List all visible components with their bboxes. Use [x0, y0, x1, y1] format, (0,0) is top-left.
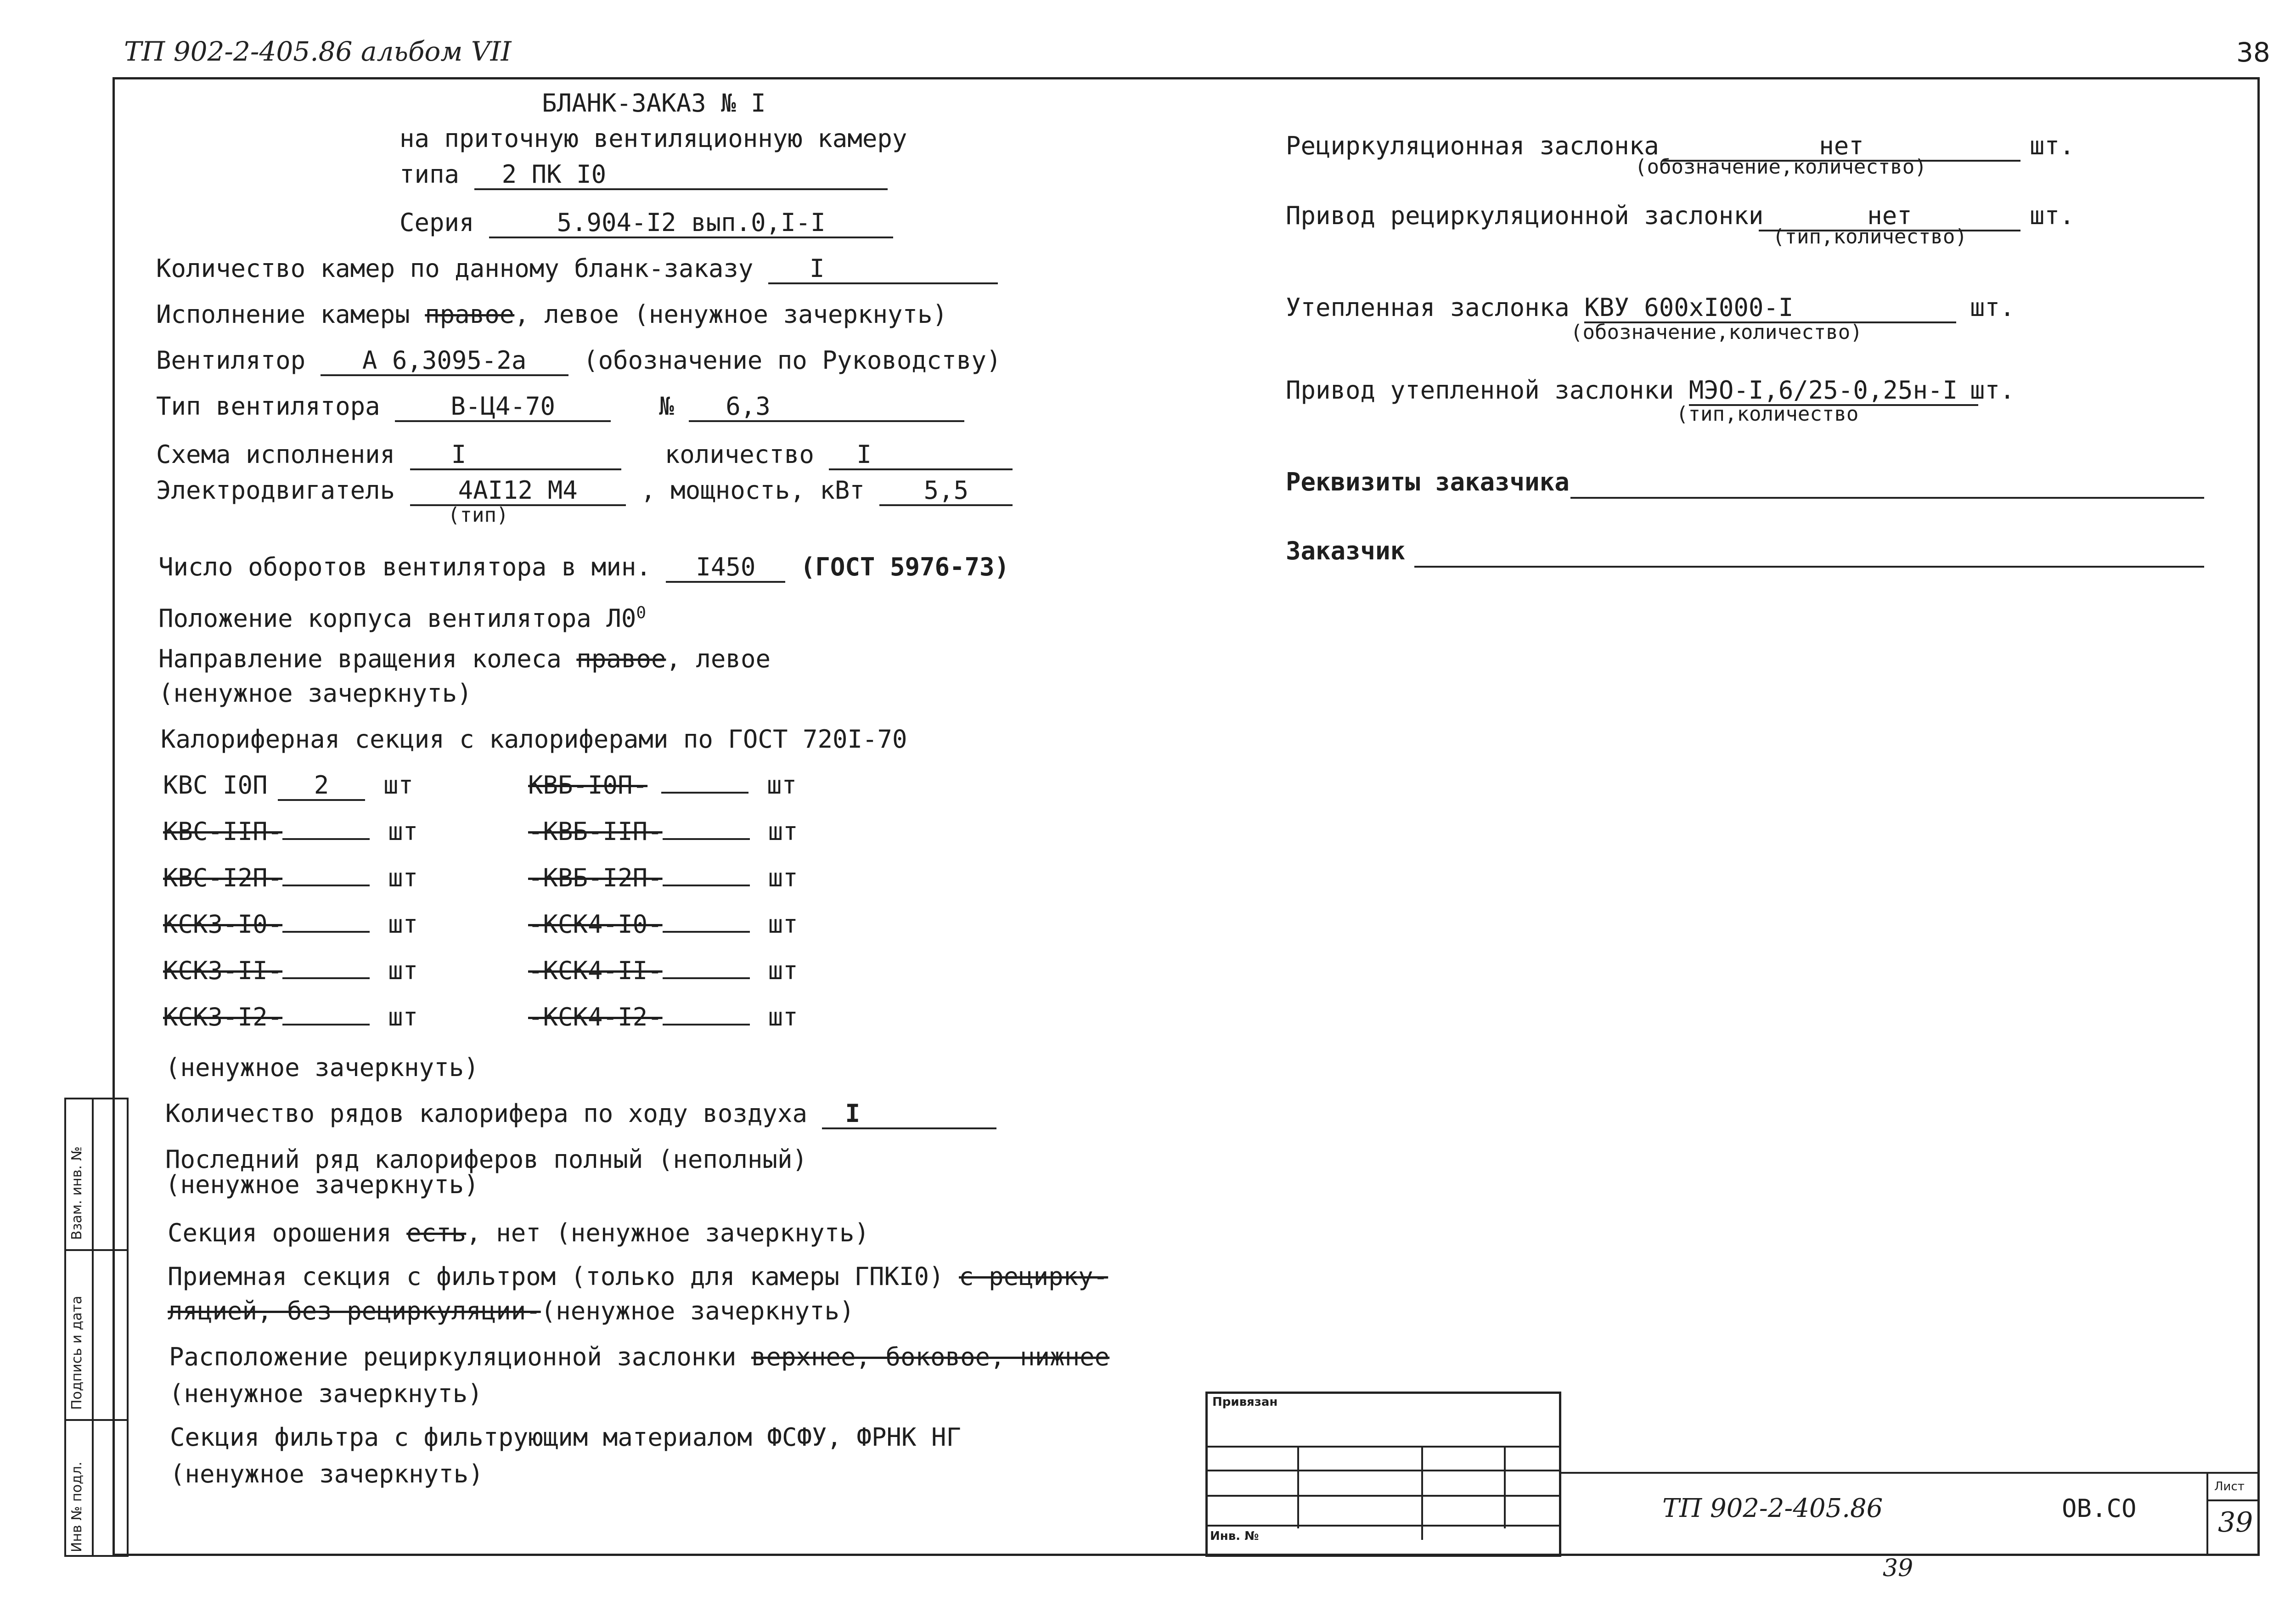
heater-count: [663, 1024, 750, 1026]
irrigation-row: Секция орошения есть, нет (ненужное зачеркнуть): [168, 1218, 870, 1247]
heater-unit: шт: [383, 771, 414, 800]
recirc-value: нет: [1662, 132, 2020, 162]
requisites-label: Реквизиты заказчика: [1286, 468, 1570, 496]
heater-row: [528, 818, 798, 845]
heater-row: [528, 957, 798, 985]
intake-row: Приемная секция с фильтром (только для камеры ГПКI0) с рецирку-: [168, 1262, 1109, 1291]
heater-count: 2: [278, 772, 365, 801]
quantity-value: I: [829, 441, 1013, 470]
recirc-sub: (обозначение,количество): [1635, 155, 1927, 179]
heater-name: -КСК4-II-: [528, 956, 663, 985]
heater-name: -КСК4-I0-: [528, 910, 663, 939]
execution-row: Исполнение камеры правое, левое (ненужное зачеркнуть): [156, 300, 948, 329]
motor-sub: (тип): [448, 503, 509, 527]
rpm-row: Число оборотов вентилятора в мин. I450 (ГОСТ 5976-73): [158, 553, 1009, 583]
recirc-drive-unit: шт.: [2030, 201, 2075, 230]
recirc-drive-sub: (тип,количество): [1773, 225, 1967, 248]
heater-row: [163, 864, 418, 892]
rpm-value: I450: [666, 553, 785, 583]
heater-row: [528, 864, 798, 892]
insulated-label: Утепленная заслонка КВУ 600хI000-I: [1286, 294, 1956, 323]
heater-unit: шт: [768, 956, 798, 985]
fan-type-row: Тип вентилятора В-Ц4-70 № 6,3: [156, 393, 964, 422]
heater-unit: шт: [388, 910, 418, 939]
bottom-page-number: 39: [1883, 1555, 1913, 1582]
rows-row: Количество рядов калорифера по ходу воздуха I: [165, 1100, 996, 1129]
form-type-row: [400, 161, 888, 190]
title-block-top: [1561, 1472, 2259, 1474]
type-value: 2 ПК I0: [474, 161, 888, 190]
side-cell-replaced-inv: Взам. инв. №: [69, 1146, 85, 1240]
attached-label: Привязан: [1212, 1395, 1278, 1409]
form-subtitle: на приточную вентиляционную камеру: [400, 124, 907, 153]
heater-row: [163, 772, 413, 801]
power-value: 5,5: [879, 477, 1013, 506]
customer-label: Заказчик: [1286, 536, 1406, 565]
heater-name: КСК3-II-: [163, 956, 283, 985]
rows-value: I: [822, 1100, 996, 1129]
rotation-note: (ненужное зачеркнуть): [158, 679, 472, 708]
fan-number-value: 6,3: [689, 393, 964, 422]
insulated-drive-value: МЭО-I,6/25-0,25н-I: [1689, 377, 1978, 406]
heater-name: -КВБ-IIП-: [528, 817, 663, 846]
heater-row: [528, 911, 798, 938]
heater-unit: шт: [768, 863, 798, 892]
fan-value: А 6,3095-2а: [321, 347, 568, 376]
recirc-drive-label: Привод рециркуляционной заслонки: [1286, 201, 1764, 230]
heater-name: КВС-I2П-: [163, 863, 283, 892]
heater-name: КСК3-I2-: [163, 1003, 283, 1031]
inv-label: Инв. №: [1210, 1529, 1259, 1543]
housing-row: Положение корпуса вентилятора $Л0^0$: [158, 603, 647, 633]
heater-unit: шт: [388, 1003, 418, 1031]
lastrow-note: (ненужное зачеркнуть): [165, 1170, 479, 1199]
motor-row: Электродвигатель 4АI12 М4 , мощность, кВт 5,5: [156, 477, 1013, 506]
heater-unit: шт: [388, 956, 418, 985]
intake-row2: ляцией, без рециркуляции-(ненужное зачеркнуть): [168, 1296, 855, 1325]
series-value: 5.904-I2 вып.0,I-I: [489, 209, 893, 238]
heater-count: [282, 1024, 370, 1026]
motor-value: 4АI12 М4: [410, 477, 626, 506]
series-label: Серия: [400, 208, 474, 237]
chambers-value: I: [768, 255, 998, 284]
insulated-value: КВУ 600хI000-I: [1584, 294, 1956, 323]
form-series-row: [400, 209, 893, 238]
heater-unit: шт: [388, 817, 418, 846]
heater-row: [528, 772, 797, 799]
heater-count: [663, 931, 750, 933]
heater-name: -КСК4-I2-: [528, 1003, 663, 1031]
heater-count: [663, 885, 750, 886]
damper-position-note: (ненужное зачеркнуть): [169, 1379, 483, 1408]
heater-unit: шт: [767, 771, 797, 800]
insulated-sub: (обозначение,количество): [1570, 321, 1863, 344]
chambers-row: Количество камер по данному бланк-заказу I: [156, 255, 998, 284]
insulated-drive-unit: шт.: [1970, 376, 2015, 405]
page-number: 38: [2236, 37, 2270, 68]
heater-name: -КВБ-I2П-: [528, 863, 663, 892]
doc-mark: ОВ.СО: [2062, 1494, 2137, 1523]
heater-count: [282, 838, 370, 840]
heater-row: [163, 818, 418, 845]
heater-row: [163, 957, 418, 985]
recirc-unit: шт.: [2030, 131, 2075, 160]
filter-note: (ненужное зачеркнуть): [170, 1459, 484, 1488]
heater-name: КСК3-I0-: [163, 910, 283, 939]
side-cell-original-inv: Инв № подл.: [69, 1461, 85, 1552]
sheet-label: Лист: [2214, 1480, 2245, 1493]
heater-name: КВБ-I0П-: [528, 771, 648, 800]
insulated-drive-sub: (тип,количество: [1676, 402, 1859, 426]
doc-code: ТП 902-2-405.86: [1662, 1493, 1883, 1523]
heater-count: [661, 792, 748, 794]
damper-position-row: Расположение рециркуляционной заслонки верхнее, боковое, нижнее: [169, 1342, 1110, 1371]
heater-unit: шт: [768, 1003, 798, 1031]
heater-unit: шт: [768, 910, 798, 939]
recirc-label: Рециркуляционная заслонка: [1286, 131, 1659, 160]
scheme-row: Схема исполнения I количество I: [156, 441, 1013, 470]
heater-label: Калориферная секция с калориферами по ГОСТ 720I-70: [161, 725, 907, 754]
heater-count: [663, 838, 750, 840]
type-label: типа: [400, 160, 460, 189]
heater-unit: шт: [768, 817, 798, 846]
fan-row: Вентилятор А 6,3095-2а (обозначение по Руководству): [156, 347, 1001, 376]
header-album-ref: ТП 902-2-405.86 альбом VII: [124, 36, 512, 67]
customer-line: [1414, 566, 2204, 568]
rotation-row: Направление вращения колеса правое, левое: [158, 644, 771, 673]
heater-name: КВС I0П: [163, 771, 268, 800]
heater-count: [282, 931, 370, 933]
heater-name: КВС-IIП-: [163, 817, 283, 846]
side-cell-signature-date: Подпись и дата: [69, 1296, 85, 1410]
sheet-value: 39: [2218, 1506, 2253, 1538]
scheme-value: I: [410, 441, 621, 470]
requisites-line: [1570, 497, 2204, 499]
heater-row: [163, 1003, 418, 1031]
lastrow-label: Последний ряд калориферов полный (неполный): [165, 1145, 807, 1174]
insulated-unit: шт.: [1970, 293, 2015, 322]
fan-type-value: В-Ц4-70: [395, 393, 611, 422]
heater-count: [663, 977, 750, 979]
filter-row: Секция фильтра с фильтрующим материалом ФСФУ, ФРНК НГ: [170, 1423, 962, 1452]
heater-row: [528, 1003, 798, 1031]
heater-note: (ненужное зачеркнуть): [165, 1053, 479, 1082]
heater-unit: шт: [388, 863, 418, 892]
heater-count: [282, 885, 370, 886]
form-title: БЛАНК-ЗАКАЗ № I: [542, 89, 766, 118]
recirc-drive-value: нет: [1759, 202, 2020, 231]
heater-count: [282, 977, 370, 979]
insulated-drive-label: Привод утепленной заслонки МЭО-I,6/25-0,25н-I: [1286, 377, 1978, 406]
heater-row: [163, 911, 418, 938]
